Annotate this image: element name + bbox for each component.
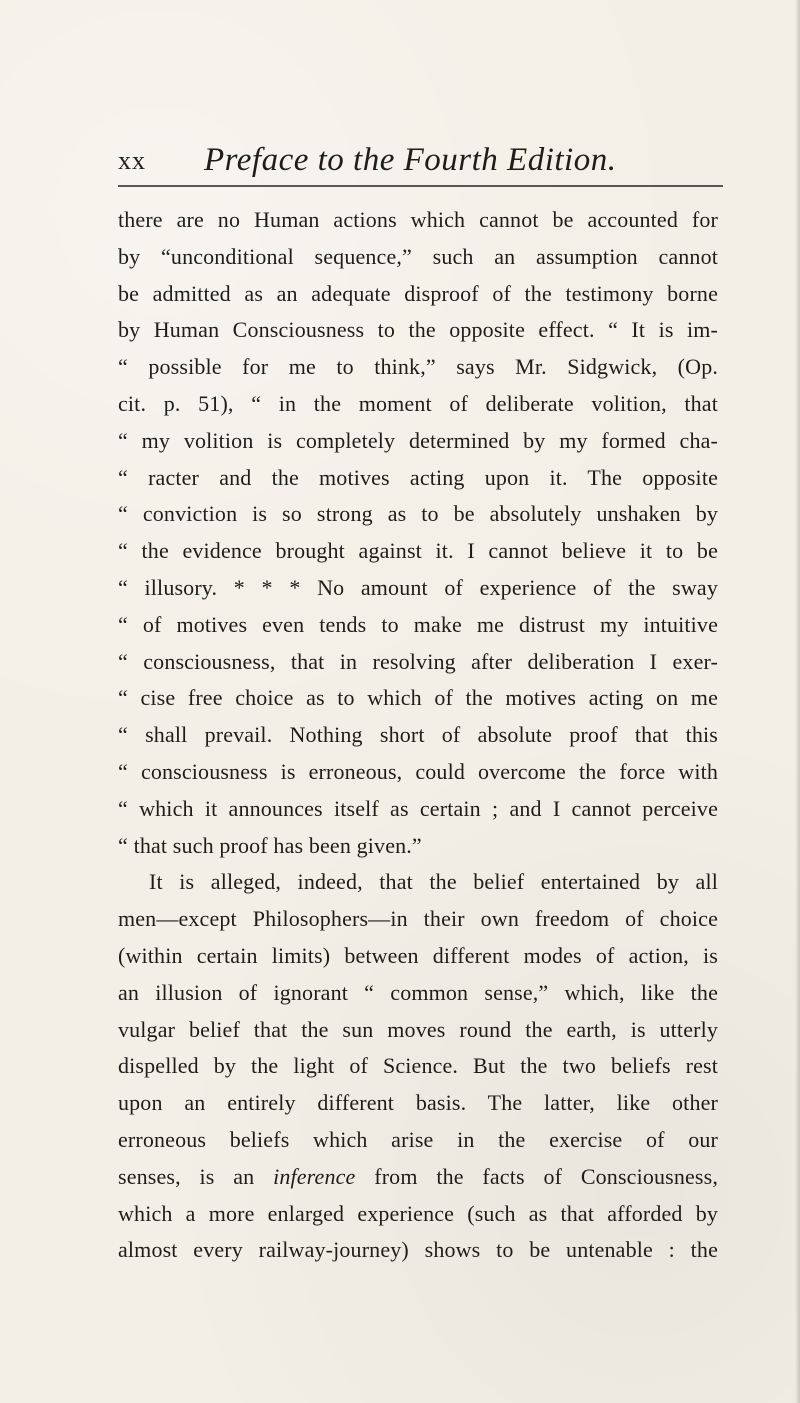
- text-line-18: “ that such proof has been given.”: [118, 832, 422, 858]
- text-line-27-start: senses, is an: [118, 1163, 274, 1189]
- text-line-14: “ cise free choice as to which of the motives acting on me: [118, 685, 718, 711]
- page-edge-shadow: [795, 0, 800, 1403]
- text-line-1: there are no Human actions which cannot be accounted for: [118, 207, 718, 232]
- text-line-15: “ shall prevail. Nothing short of absolute proof that this: [118, 722, 718, 748]
- text-line-23: vulgar belief that the sun moves round the earth, is utterly: [118, 1016, 718, 1042]
- running-title: Preface to the Fourth Edition.: [204, 142, 617, 178]
- text-line-24: dispelled by the light of Science. But the two beliefs rest: [118, 1053, 718, 1079]
- text-line-2: by “unconditional sequence,” such an assumption cannot: [118, 243, 718, 269]
- text-line-22: an illusion of ignorant “ common sense,” which, like the: [118, 979, 718, 1005]
- text-line-26: erroneous beliefs which arise in the exercise of our: [118, 1126, 718, 1152]
- text-line-20: men—except Philosophers—in their own freedom of choice: [118, 906, 718, 932]
- text-line-28: which a more enlarged experience (such as that afforded by: [118, 1200, 718, 1226]
- text-line-10: “ the evidence brought against it. I cannot believe it to be: [118, 538, 718, 564]
- text-line-29: almost every railway-journey) shows to be untenable : the: [118, 1237, 718, 1263]
- text-line-17: “ which it announces itself as certain ; and I cannot perceive: [118, 795, 718, 821]
- text-line-5: “ possible for me to think,” says Mr. Sidgwick, (Op.: [118, 354, 718, 380]
- text-line-16: “ consciousness is erroneous, could overcome the force with: [118, 758, 718, 784]
- text-line-11: “ illusory. * * * No amount of experience of the sway: [118, 574, 718, 600]
- body-text: [118, 202, 718, 1269]
- page-number: xx: [118, 146, 146, 175]
- italic-word-inference: inference: [273, 1163, 356, 1189]
- text-line-12: “ of motives even tends to make me distrust my intuitive: [118, 611, 718, 637]
- text-line-21: (within certain limits) between different modes of action, is: [118, 942, 718, 968]
- text-line-8: “ racter and the motives acting upon it. The opposite: [118, 464, 718, 490]
- text-line-25: upon an entirely different basis. The latter, like other: [118, 1090, 718, 1116]
- text-line-19: It is alleged, indeed, that the belief entertained by all: [149, 869, 718, 895]
- text-line-9: “ conviction is so strong as to be absolutely unshaken by: [118, 501, 718, 527]
- text-line-6: cit. p. 51), “ in the moment of deliberate volition, that: [118, 390, 718, 416]
- text-line-3: be admitted as an adequate disproof of the testimony borne: [118, 280, 718, 306]
- text-line-7: “ my volition is completely determined by my formed cha-: [118, 427, 718, 453]
- header-rule: [118, 185, 723, 187]
- text-line-4: by Human Consciousness to the opposite effect. “ It is im-: [118, 317, 718, 343]
- text-line-27-end: from the facts of Consciousness,: [355, 1163, 718, 1189]
- text-line-27: [118, 1159, 718, 1196]
- text-line-13: “ consciousness, that in resolving after deliberation I exer-: [118, 648, 718, 674]
- page-header: [118, 142, 728, 180]
